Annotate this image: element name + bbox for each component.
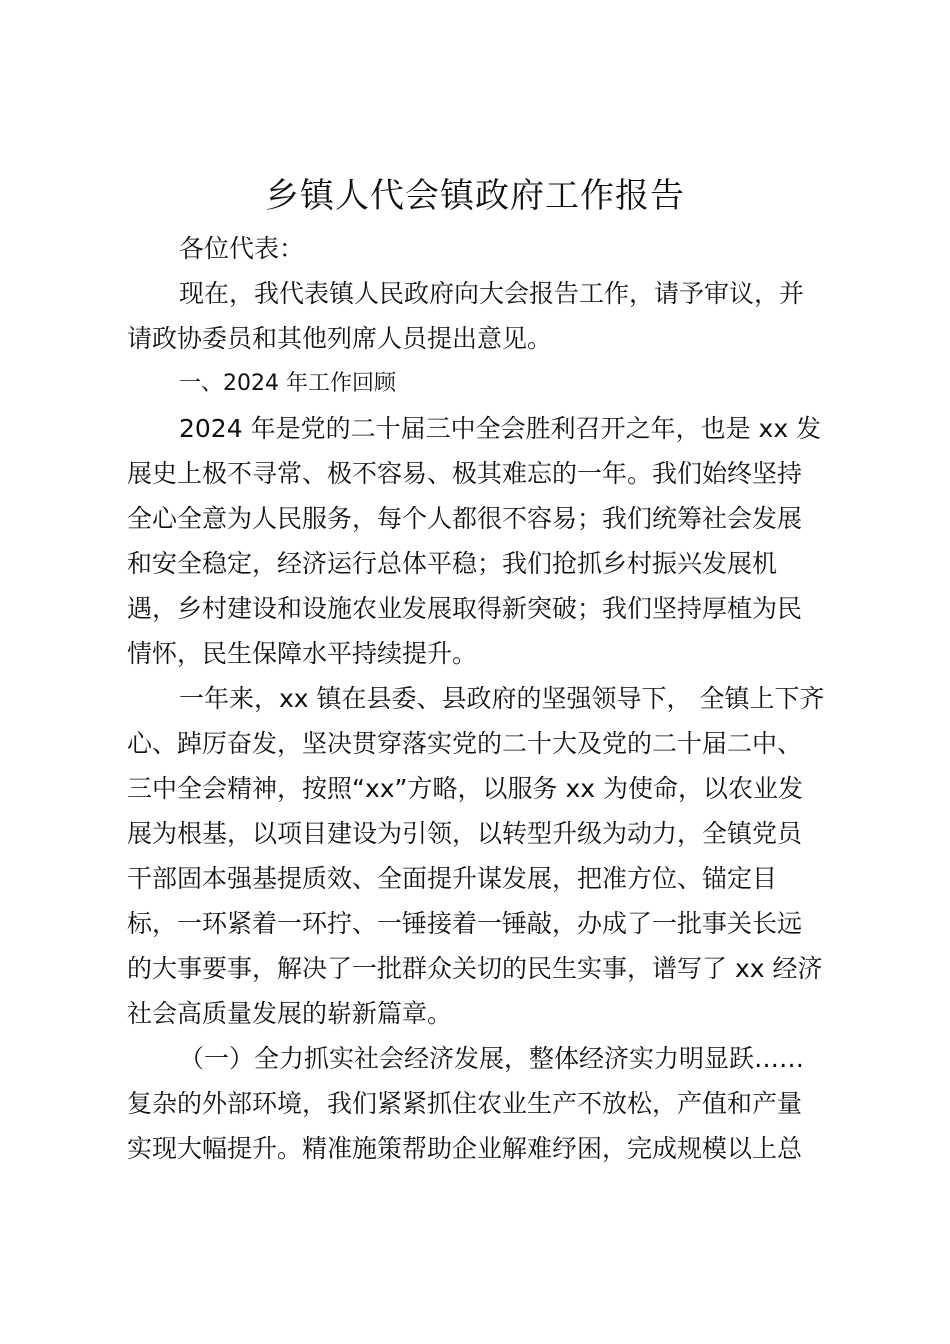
paragraph-line: 干部固本强基提质效、全面提升谋发展，把准方位、锚定目: [127, 864, 778, 893]
paragraph-line: 遇，乡村建设和设施农业发展取得新突破；我们坚持厚植为民: [127, 594, 803, 623]
document-body: [127, 226, 847, 1171]
paragraph-line: 情怀，民生保障水平持续提升。: [127, 639, 478, 668]
paragraph-line: 三中全会精神，按照“xx”方略，以服务 xx 为使命，以农业发: [127, 774, 803, 803]
paragraph-line: 现在，我代表镇人民政府向大会报告工作，请予审议，并: [179, 279, 805, 308]
paragraph-line: 请政协委员和其他列席人员提出意见。: [127, 324, 553, 353]
document-title: 乡镇人代会镇政府工作报告: [265, 176, 685, 216]
paragraph-line: 一年来，xx 镇在县委、县政府的坚强领导下， 全镇上下齐: [179, 684, 825, 713]
paragraph-line: 和安全稳定，经济运行总体平稳；我们抢抓乡村振兴发展机: [127, 549, 778, 578]
subsection-heading: （一）全力抓实社会经济发展，整体经济实力明显跃……: [179, 1044, 805, 1073]
paragraph-line: 展史上极不寻常、极不容易、极其难忘的一年。我们始终坚持: [127, 459, 803, 488]
paragraph-line: 心、踔厉奋发，坚决贯穿落实党的二十大及党的二十届二中、: [127, 729, 803, 758]
paragraph-line: 全心全意为人民服务，每个人都很不容易；我们统筹社会发展: [127, 504, 803, 533]
paragraph-line: 复杂的外部环境，我们紧紧抓住农业生产不放松，产值和产量: [127, 1089, 803, 1118]
paragraph-line: 2024 年是党的二十届三中全会胜利召开之年，也是 xx 发: [179, 414, 822, 443]
paragraph-line: 实现大幅提升。精准施策帮助企业解难纾困，完成规模以上总: [127, 1134, 803, 1163]
salutation-line: 各位代表：: [179, 234, 305, 263]
paragraph-line: 展为根基，以项目建设为引领，以转型升级为动力，全镇党员: [127, 819, 803, 848]
section-heading: 一、2024 年工作回顾: [179, 371, 396, 396]
paragraph-line: 标，一环紧着一环拧、一锤接着一锤敲，办成了一批事关长远: [127, 909, 803, 938]
paragraph-line: 的大事要事，解决了一批群众关切的民生实事，谱写了 xx 经济: [127, 954, 823, 983]
paragraph-line: 社会高质量发展的崭新篇章。: [127, 999, 453, 1028]
